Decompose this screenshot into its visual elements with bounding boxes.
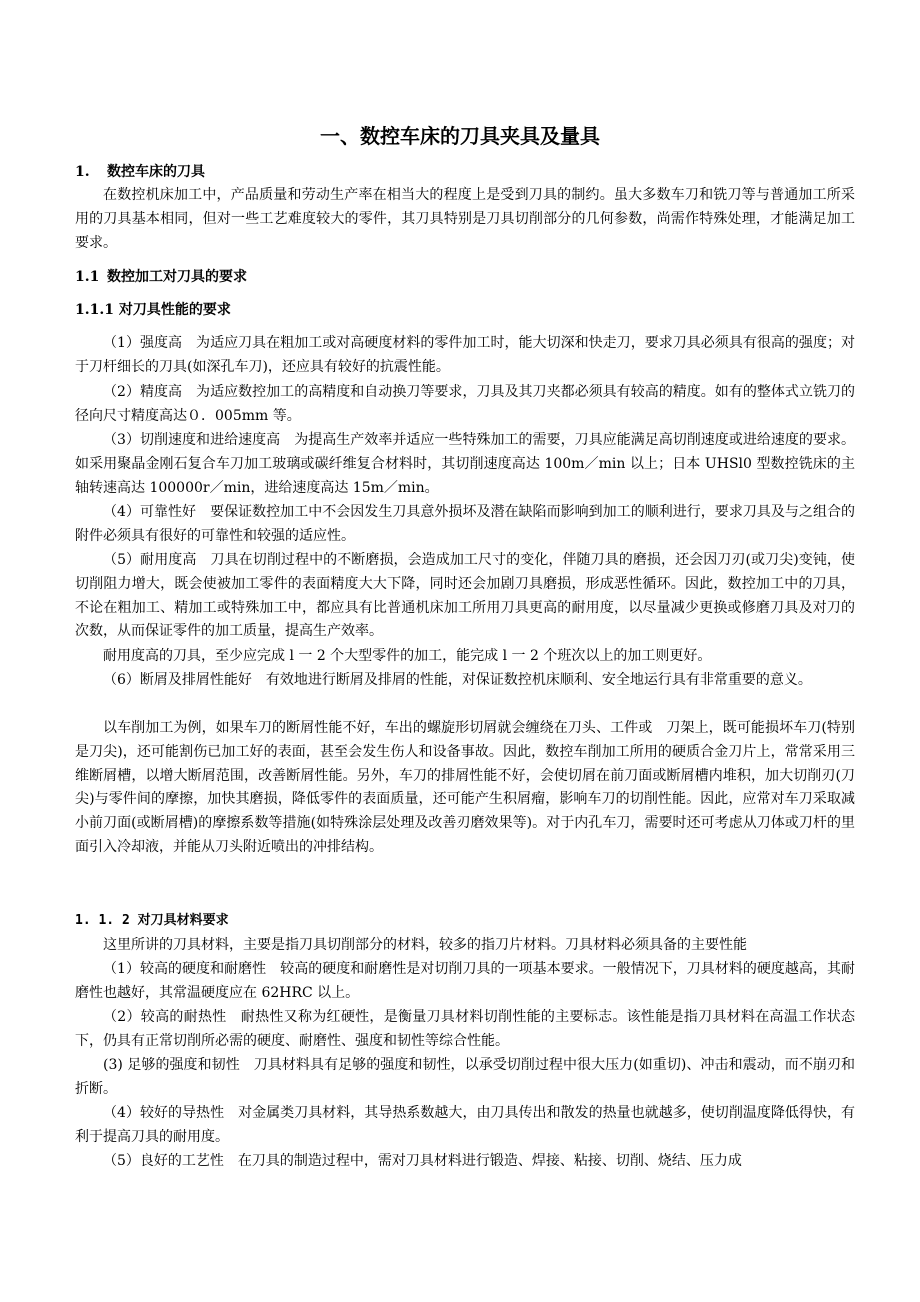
section-1-title: 数控车床的刀具 bbox=[107, 164, 205, 180]
performance-paragraph-2: （2）精度高 为适应数控加工的高精度和自动换刀等要求，刀具及其刀夹都必须具有较高的精度。如有的整体式立铣刀的径向尺寸精度高达０．005mm 等。 bbox=[75, 384, 855, 424]
materials-intro-paragraph: 这里所讲的刀具材料，主要是指刀具切削部分的材料，较多的指刀片材料。刀具材料必须具备的主要性能 bbox=[103, 937, 747, 953]
performance-paragraph-6: 耐用度高的刀具，至少应完成 l 一 2 个大型零件的加工，能完成 l 一 2 个班次以上的加工则更好。 bbox=[103, 648, 712, 664]
section-1-1-number: 1.1 bbox=[75, 269, 100, 285]
performance-paragraph-3: （3）切削速度和进给速度高 为提高生产效率并适应一些特殊加工的需要，刀具应能满足高切削速度或进给速度的要求。如采用聚晶金刚石复合车刀加工玻璃或碳纤维复合材料时，其切削速度高达 100m／min 以上；日本 UHSl0 型数控铣床的主轴转速高达 100000r／min，进给速度高达 15m／min。 bbox=[75, 432, 855, 496]
performance-paragraph-8: 以车削加工为例，如果车刀的断屑性能不好，车出的螺旋形切屑就会缠绕在刀头、工件或 刀架上，既可能损坏车刀(特别是刀尖)，还可能割伤已加工好的表面，甚至会发生伤人和设备事故。因此，数控车削加工所用的硬质合金刀片上，常常采用三维断屑槽，以增大断屑范围，改善断屑性能。另外，车刀的排屑性能不好，会使切屑在前刀面或断屑槽内堆积，加大切削刃(刀尖)与零件间的摩擦，加快其磨损，降低零件的表面质量，还可能产生积屑瘤，影响车刀的切削性能。因此，应常对车刀采取减小前刀面(或断屑槽)的摩擦系数等措施(如特殊涂层处理及改善刃磨效果等)。对于内孔车刀，需要时还可考虑从刀体或刀杆的里面引入冷却液，并能从刀头附近喷出的冲排结构。 bbox=[75, 720, 855, 855]
performance-paragraph-1: （1）强度高 为适应刀具在粗加工或对高硬度材料的零件加工时，能大切深和快走刀，要求刀具必须具有很高的强度；对于刀杆细长的刀具(如深孔车刀)，还应具有较好的抗震性能。 bbox=[75, 335, 855, 375]
section-1-heading bbox=[75, 161, 205, 183]
materials-paragraph-3: (3) 足够的强度和韧性 刀具材料具有足够的强度和韧性，以承受切削过程中很大压力(如重切)、冲击和震动，而不崩刃和折断。 bbox=[75, 1057, 855, 1097]
section-1-1-title: 数控加工对刀具的要求 bbox=[107, 269, 247, 285]
materials-paragraph-4: （4）较好的导热性 对金属类刀具材料，其导热系数越大，由刀具传出和散发的热量也就越多，使切削温度降低得快，有利于提高刀具的耐用度。 bbox=[75, 1105, 855, 1145]
section-1-number: 1. bbox=[75, 164, 90, 180]
performance-paragraph-5: （5）耐用度高 刀具在切削过程中的不断磨损，会造成加工尺寸的变化，伴随刀具的磨损，还会因刀刃(或刀尖)变钝，使切削阻力增大，既会使被加工零件的表面精度大大下降，同时还会加剧刀具磨损，形成恶性循环。因此，数控加工中的刀具，不论在粗加工、精加工或特殊加工中，都应具有比普通机床加工所用刀具更高的耐用度，以尽量减少更换或修磨刀具及对刀的次数，从而保证零件的加工质量，提高生产效率。 bbox=[75, 552, 855, 640]
performance-paragraph-4: （4）可靠性好 要保证数控加工中不会因发生刀具意外损坏及潜在缺陷而影响到加工的顺利进行，要求刀具及与之组合的附件必须具有很好的可靠性和较强的适应性。 bbox=[75, 504, 855, 544]
materials-paragraph-2: （2）较高的耐热性 耐热性又称为红硬性，是衡量刀具材料切削性能的主要标志。该性能是指刀具材料在高温工作状态下，仍具有正常切削所必需的硬度、耐磨性、强度和韧性等综合性能。 bbox=[75, 1009, 855, 1049]
materials-paragraph-5: （5）良好的工艺性 在刀具的制造过程中，需对刀具材料进行锻造、焊接、粘接、切削、烧结、压力成 bbox=[103, 1153, 742, 1169]
section-1-1-heading bbox=[75, 266, 247, 288]
section-1-1-2-heading: 1. 1. 2 对刀具材料要求 bbox=[75, 913, 229, 928]
intro-paragraph: 在数控机床加工中，产品质量和劳动生产率在相当大的程度上是受到刀具的制约。虽大多数车刀和铣刀等与普通加工所采用的刀具基本相同，但对一些工艺难度较大的零件，其刀具特别是刀具切削部分的几何参数，尚需作特殊处理，才能满足加工要求。 bbox=[75, 187, 855, 251]
materials-paragraph-1: （1）较高的硬度和耐磨性 较高的硬度和耐磨性是对切削刀具的一项基本要求。一般情况下，刀具材料的硬度越高，其耐磨性也越好，其常温硬度应在 62HRC 以上。 bbox=[75, 961, 855, 1001]
section-1-1-1-heading: 1.1.1 对刀具性能的要求 bbox=[75, 302, 231, 318]
document-title: 一、数控车床的刀具夹具及量具 bbox=[320, 124, 600, 148]
performance-paragraph-7: （6）断屑及排屑性能好 有效地进行断屑及排屑的性能，对保证数控机床顺利、安全地运行具有非常重要的意义。 bbox=[103, 672, 812, 688]
